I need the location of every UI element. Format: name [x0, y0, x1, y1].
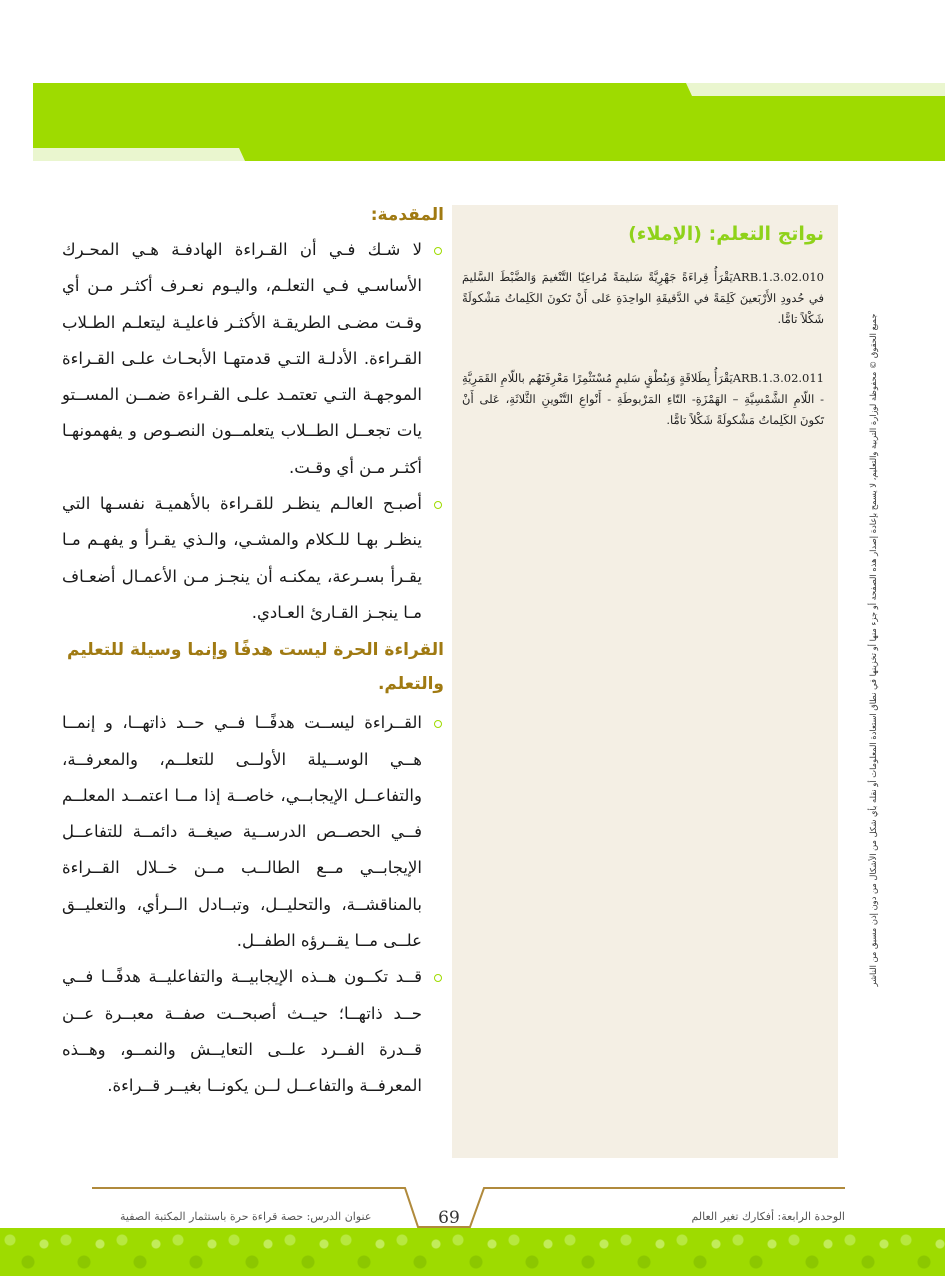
introduction-heading: المقدمة:: [370, 205, 444, 225]
list-item-text: قــد تكــون هــذه الإيجابيــة والتفاعليــة هدفًــا فــي حــد ذاتهــا؛ حيــث أصبحــت صفــة معبــرة عــن قــدرة الفــرد علــى التعايــش والنمــو، وهــذه المعرفــة والتفاعــل لــن يكونــا بغيــر قــراءة.: [62, 967, 422, 1096]
main-content: [62, 202, 444, 1105]
copyright-notice: [858, 290, 888, 1010]
page-number: 69: [438, 1208, 460, 1228]
footer-lesson: عنوان الدرس: حصة قراءة حرة باستثمار المكتبة الصفية: [120, 1210, 372, 1223]
footer-pattern: [0, 1228, 945, 1276]
list-item: [62, 232, 444, 486]
list-item: [62, 705, 444, 959]
list-item: [62, 959, 444, 1104]
learning-outcome: [462, 267, 824, 330]
learning-outcome: [462, 368, 824, 431]
outcome-text: يَقْرَأُ بِطَلاقَةٍ وَبِنُطْقٍ سَليمٍ مُسْتَثْمِرًا مَعْرِفَتَهُم باللّامِ القَمَرِيَّةِ - اللّامِ الشَّمْسِيَّةِ – الهَمْزَةِ- التّاءِ المَرْبوطَةِ - أَنْواعِ التَّنْوينِ الثَّلاثَةِ، عَلى أَنْ تَكونَ الكَلِماتُ مَشْكولَةً شَكْلاً تامًّا.: [462, 371, 824, 427]
intro-list: [62, 232, 444, 631]
bullet-icon: [434, 501, 442, 509]
outcome-code: ARB.1.3.02.010: [732, 270, 824, 284]
header-light-strip-top: [686, 83, 945, 96]
outcome-text: يَقْرَأُ قِراءَةً جَهْرِيَّةً سَليمَةً مُراعِيًا التَّنْغيمَ وَالضَّبْطَ السَّليمَ في حُدودِ الأَرْبَعينَ كَلِمَةً في الدَّقيقَةِ الواحِدَةِ عَلى أَنْ تَكونَ الكَلِماتُ مَشْكولَةً شَكْلاً تامًّا.: [462, 270, 824, 326]
bullet-icon: [434, 720, 442, 728]
section-subheading: القراءة الحرة ليست هدفًا وإنما وسيلة للتعليم والتعلم.: [67, 640, 444, 695]
footer-unit: الوحدة الرابعة: أفكارك تغير العالم: [691, 1210, 845, 1223]
list-item-text: أصبـح العالـم ينظـر للقـراءة بالأهميـة نفسـها التي ينظـر بهـا للـكلام والمشـي، والـذي يقـرأ و يفهـم مـا يقـرأ بسـرعة، يمكنـه أن ينجـز مـن الأعمـال أضعـاف مـا ينجـز القـارئ العـادي.: [62, 494, 422, 622]
header-banner: [0, 0, 945, 170]
learning-outcomes-panel: [452, 205, 838, 1158]
learning-outcomes-title: نواتج التعلم: (الإملاء): [628, 223, 824, 245]
list-item: [62, 486, 444, 631]
header-light-strip-bottom: [33, 148, 245, 161]
bullet-icon: [434, 974, 442, 982]
copyright-text: جميع الحقوق © محفوظة لوزارة التربية والتعليم، لا يسمح بإعادة إصدار هذه الصفحة أو جزء منها أو تخزينها في نطاق استعادة المعلومات أو نقله بأي شكل من الأشكال من دون إذن مسبق من الناشر: [868, 313, 878, 987]
outcome-code: ARB.1.3.02.011: [732, 371, 824, 385]
reading-list: [62, 705, 444, 1104]
list-item-text: لا شـك فـي أن القـراءة الهادفـة هـي المحـرك الأساسـي فـي التعلـم، واليـوم نعـرف أكثـر مـن أي وقـت مضـى الطريقـة الأكثـر فاعليـة ليتعلـم الطـلاب القـراءة. الأدلـة التـي قدمتهـا الأبحـاث علـى القـراءة الموجهـة التـي تعتمـد علـى القـراءة ضمــن المســتو يات تجعــل الطــلاب يتعلمــون النصـوص و يفهمونهـا أكثـر مـن أي وقـت.: [62, 240, 422, 477]
bullet-icon: [434, 247, 442, 255]
list-item-text: القــراءة ليســت هدفًــا فــي حــد ذاتهــا، و إنمــا هــي الوســيلة الأولــى للتعلــم، والمعرفــة، والتفاعــل الإيجابــي، خاصــة إذا مــا اعتمــد المعلــم فــي الحصــص الدرســية صيغــة دائمــة للتفاعــل الإيجابــي مــع الطالــب مــن خــلال القــراءة بالمناقشــة، والتحليــل، وتبــادل الــرأي، والتعليــق علــى مــا يقــرؤه الطفــل.: [62, 713, 422, 951]
